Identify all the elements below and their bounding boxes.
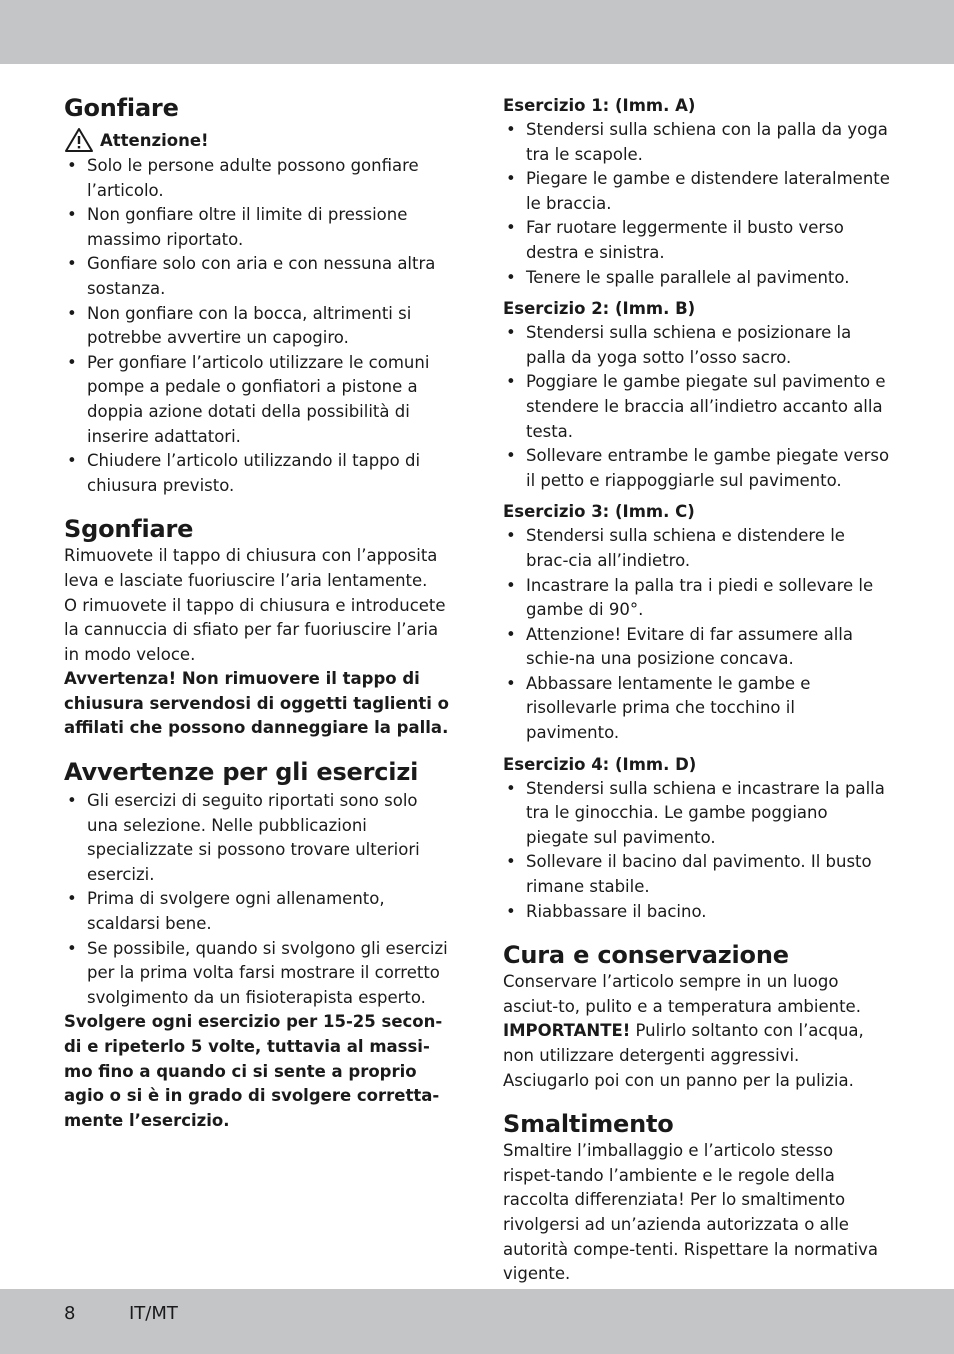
list-item: • Sollevare entrambe le gambe piegate verso il petto e riappoggiarle sul pavimento. <box>503 444 891 493</box>
exercise-1-list <box>503 118 891 290</box>
exercise-2-title: Esercizio 2: (Imm. B) <box>503 299 696 319</box>
gonfiare-list <box>64 154 452 498</box>
list-item: • Piegare le gambe e distendere lateralmente le braccia. <box>503 167 891 216</box>
section-title-cura: Cura e conservazione <box>503 941 789 970</box>
important-label: IMPORTANTE! <box>503 1021 631 1041</box>
list-item: • Prima di svolgere ogni allenamento, scaldarsi bene. <box>64 887 452 936</box>
section-title-avvertenze: Avvertenze per gli esercizi <box>64 758 419 787</box>
list-item: • Stendersi sulla schiena e distendere le brac-cia all’indietro. <box>503 524 891 573</box>
list-item: • Gonfiare solo con aria e con nessuna altra sostanza. <box>64 252 452 301</box>
list-item: • Far ruotare leggermente il busto verso destra e sinistra. <box>503 216 891 265</box>
list-item: • Gli esercizi di seguito riportati sono solo una selezione. Nelle pubblicazioni specializzate si possono trovare ulteriori esercizi. <box>64 789 452 887</box>
list-item: • Stendersi sulla schiena e incastrare la palla tra le ginocchia. Le gambe poggiano piegate sul pavimento. <box>503 777 891 851</box>
section-title-smaltimento: Smaltimento <box>503 1110 674 1139</box>
list-item: • Tenere le spalle parallele al pavimento. <box>503 266 891 291</box>
list-item: • Per gonfiare l’articolo utilizzare le comuni pompe a pedale o gonfiatori a pistone a doppia azione dotati della possibilità di inserire adattatori. <box>64 351 452 449</box>
right-column <box>503 93 891 1287</box>
list-item: • Non gonfiare oltre il limite di pressione massimo riportato. <box>64 203 452 252</box>
exercise-1-title: Esercizio 1: (Imm. A) <box>503 96 696 115</box>
important-text: Pulirlo soltanto con l’acqua, non utilizzare detergenti aggressivi. <box>503 1021 864 1065</box>
exercise-4-title: Esercizio 4: (Imm. D) <box>503 754 697 774</box>
paragraph <box>503 1019 891 1068</box>
list-item: • Solo le persone adulte possono gonfiare l’articolo. <box>64 154 452 203</box>
avvertenze-list <box>64 789 452 1010</box>
list-item: • Non gonfiare con la bocca, altrimenti si potrebbe avvertire un capogiro. <box>64 302 452 351</box>
list-item: • Incastrare la palla tra i piedi e sollevare le gambe di 90°. <box>503 574 891 623</box>
exercise-4-list <box>503 777 891 925</box>
paragraph: Conservare l’articolo sempre in un luogo asciut-to, pulito e a temperatura ambiente. <box>503 972 861 1016</box>
list-item: • Se possibile, quando si svolgono gli esercizi per la prima volta farsi mostrare il corretto svolgimento da un fisioterapista esperto. <box>64 937 452 1011</box>
list-item: • Riabbassare il bacino. <box>503 900 891 925</box>
paragraph: Smaltire l’imballaggio e l’articolo stesso rispet-tando l’ambiente e le regole della raccolta differenziata! Per lo smaltimento rivolgersi ad un’azienda autorizzata o alle autorità compe-tenti. Rispettare la normativa vigente. <box>503 1141 879 1284</box>
exercise-note: Svolgere ogni esercizio per 15-25 secon-di e ripeterlo 5 volte, tuttavia al massi-mo fino a quando ci si sente a proprio agio o si è in grado di svolgere corretta-mente l’esercizio. <box>64 1012 443 1130</box>
warning-title: Attenzione! <box>100 130 209 150</box>
warning-heading <box>64 127 452 153</box>
paragraph: Rimuovete il tappo di chiusura con l’apposita leva e lasciate fuoriuscire l’aria lentamente. <box>64 546 438 590</box>
left-column <box>64 93 452 1133</box>
exercise-3-list <box>503 524 891 745</box>
exercise-3-title: Esercizio 3: (Imm. C) <box>503 502 695 522</box>
section-title-gonfiare: Gonfiare <box>64 94 179 122</box>
list-item: • Stendersi sulla schiena con la palla da yoga tra le scapole. <box>503 118 891 167</box>
paragraph: Asciugarlo poi con un panno per la pulizia. <box>503 1070 854 1090</box>
list-item: • Chiudere l’articolo utilizzando il tappo di chiusura previsto. <box>64 449 452 498</box>
list-item: • Poggiare le gambe piegate sul pavimento e stendere le braccia all’indietro accanto alla testa. <box>503 370 891 444</box>
warning-paragraph: Avvertenza! Non rimuovere il tappo di chiusura servendosi di oggetti taglienti o affilati che possono danneggiare la palla. <box>64 669 449 738</box>
list-item: • Attenzione! Evitare di far assumere alla schie-na una posizione concava. <box>503 623 891 672</box>
list-item: • Abbassare lentamente le gambe e risollevarle prima che tocchino il pavimento. <box>503 672 891 746</box>
language-code: IT/MT <box>129 1303 178 1324</box>
list-item: • Stendersi sulla schiena e posizionare la palla da yoga sotto l’osso sacro. <box>503 321 891 370</box>
section-title-sgonfiare: Sgonfiare <box>64 515 194 544</box>
paragraph: O rimuovete il tappo di chiusura e introducete la cannuccia di sfiato per far fuoriuscire l’aria in modo veloce. <box>64 595 446 664</box>
exercise-2-list <box>503 321 891 493</box>
header-bar <box>0 0 954 64</box>
list-item: • Sollevare il bacino dal pavimento. Il busto rimane stabile. <box>503 850 891 899</box>
warning-triangle-icon <box>64 127 94 153</box>
page-number: 8 <box>64 1303 76 1324</box>
